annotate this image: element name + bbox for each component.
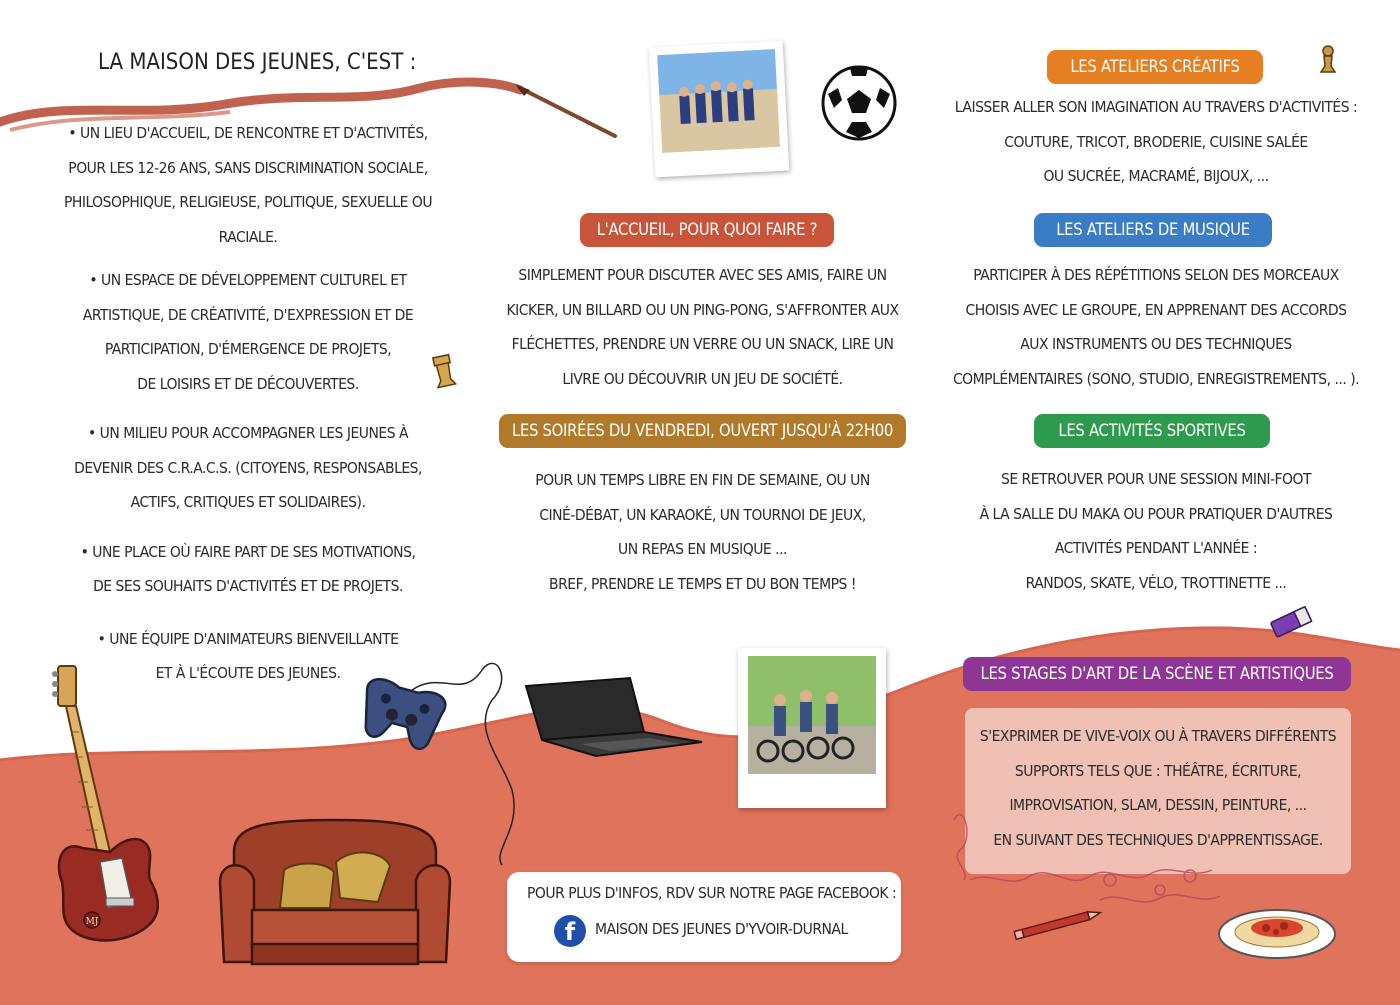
facebook-info-box — [507, 872, 901, 962]
beach-photo — [649, 41, 790, 178]
list-item-line: DEVENIR DES C.R.A.C.S. (CITOYENS, RESPONSABLES, — [74, 458, 422, 477]
list-item-line: ARTISTIQUE, DE CRÉATIVITÉ, D'EXPRESSION ET DE — [82, 305, 414, 324]
sportives-text: SE RETROUVER POUR UNE SESSION MINI-FOOT À LA SALLE DU MAKA OU POUR PRATIQUER D'AUTRES ACTIVITÉS PENDANT L'ANNÉE : RANDOS, SKATE, VÉLO, TROTTINETTE ... — [979, 470, 1333, 592]
sportives-heading: LES ACTIVITÉS SPORTIVES — [1034, 414, 1270, 448]
musique-text: PARTICIPER À DES RÉPÉTITIONS SELON DES MORCEAUX CHOISIS AVEC LE GROUPE, EN APPRENANT DES ACCORDS AUX INSTRUMENTS OU DES TECHNIQUES COMPLÉMENTAIRES (SONO, STUDIO, ENREGISTREMENTS, ... ). — [952, 266, 1360, 388]
facebook-icon[interactable]: f — [554, 915, 586, 947]
list-item-line: PHILOSOPHIQUE, RELIGIEUSE, POLITIQUE, SEXUELLE OU — [63, 193, 433, 211]
stages-text: S'EXPRIMER DE VIVE-VOIX OU À TRAVERS DIFFÉRENTS SUPPORTS TELS QUE : THÉÂTRE, ÉCRITURE, IMPROVISATION, SLAM, DESSIN, PEINTURE, ... EN SUIVANT DES TECHNIQUES D'APPRENTISSAGE. — [979, 727, 1337, 849]
chess-pawn-icon — [1316, 44, 1340, 76]
list-item-line: RACIALE. — [218, 227, 278, 246]
soirees-heading: LES SOIRÉES DU VENDREDI, OUVERT JUSQU'À 22H00 — [499, 414, 906, 448]
eraser-icon — [1268, 604, 1314, 640]
facebook-page-link[interactable]: MAISON DES JEUNES D'YVOIR-DURNAL — [595, 920, 848, 938]
sofa-icon — [214, 812, 458, 980]
list-item-line: • UNE ÉQUIPE D'ANIMATEURS BIENVEILLANTE — [97, 629, 399, 648]
list-item-line: DE LOISIRS ET DE DÉCOUVERTES. — [137, 374, 359, 393]
cycling-photo — [738, 648, 886, 808]
list-item-line: • UNE PLACE OÙ FAIRE PART DE SES MOTIVATIONS, — [80, 542, 416, 561]
list-item-line: DE SES SOUHAITS D'ACTIVITÉS ET DE PROJETS. — [93, 577, 403, 595]
left-column — [62, 116, 434, 691]
list-item-line: • UN MILIEU POUR ACCOMPAGNER LES JEUNES À — [87, 424, 409, 442]
page-title: LA MAISON DES JEUNES, C'EST : — [98, 50, 417, 75]
soccer-ball-icon — [820, 64, 898, 142]
pencil-icon — [1010, 910, 1106, 940]
musique-heading: LES ATELIERS DE MUSIQUE — [1034, 213, 1272, 247]
spaghetti-plate-icon — [1214, 896, 1340, 962]
list-item-line: PARTICIPATION, D'ÉMERGENCE DE PROJETS, — [104, 340, 392, 358]
laptop-icon — [520, 676, 706, 760]
electric-guitar-icon — [52, 662, 172, 952]
chess-rook-icon — [428, 352, 460, 392]
accueil-text: SIMPLEMENT POUR DISCUTER AVEC SES AMIS, FAIRE UN KICKER, UN BILLARD OU UN PING-PONG, S'AFFRONTER AUX FLÉCHETTES, PRENDRE UN VERRE OU UN SNACK, LIRE UN LIVRE OU DÉCOUVRIR UN JEU DE SOCIÉTÉ. — [506, 266, 899, 388]
creatifs-text: LAISSER ALLER SON IMAGINATION AU TRAVERS D'ACTIVITÉS : COUTURE, TRICOT, BRODERIE, CUISINE SALÉE OU SUCRÉE, MACRAMÉ, BIJOUX, ... — [954, 98, 1358, 185]
list-item-line: • UN ESPACE DE DÉVELOPPEMENT CULTUREL ET — [89, 271, 407, 289]
list-item-line: ACTIFS, CRITIQUES ET SOLIDAIRES). — [130, 493, 366, 511]
guitar-logo: MJ — [85, 917, 99, 927]
creatifs-heading: LES ATELIERS CRÉATIFS — [1047, 50, 1263, 84]
facebook-info-text: POUR PLUS D'INFOS, RDV SUR NOTRE PAGE FACEBOOK : — [527, 884, 897, 902]
soirees-text: POUR UN TEMPS LIBRE EN FIN DE SEMAINE, OU UN CINÉ-DÉBAT, UN KARAOKÉ, UN TOURNOI DE JEUX, UN REPAS EN MUSIQUE ... BREF, PRENDRE LE TEMPS ET DU BON TEMPS ! — [535, 471, 870, 593]
accueil-heading: L'ACCUEIL, POUR QUOI FAIRE ? — [580, 213, 834, 247]
list-item-line: • UN LIEU D'ACCUEIL, DE RENCONTRE ET D'ACTIVITÉS, — [68, 124, 428, 142]
list-item-line: POUR LES 12-26 ANS, SANS DISCRIMINATION SOCIALE, — [68, 158, 428, 177]
stages-heading: LES STAGES D'ART DE LA SCÈNE ET ARTISTIQUES — [963, 657, 1351, 691]
list-item-line: ET À L'ÉCOUTE DES JEUNES. — [155, 664, 341, 682]
